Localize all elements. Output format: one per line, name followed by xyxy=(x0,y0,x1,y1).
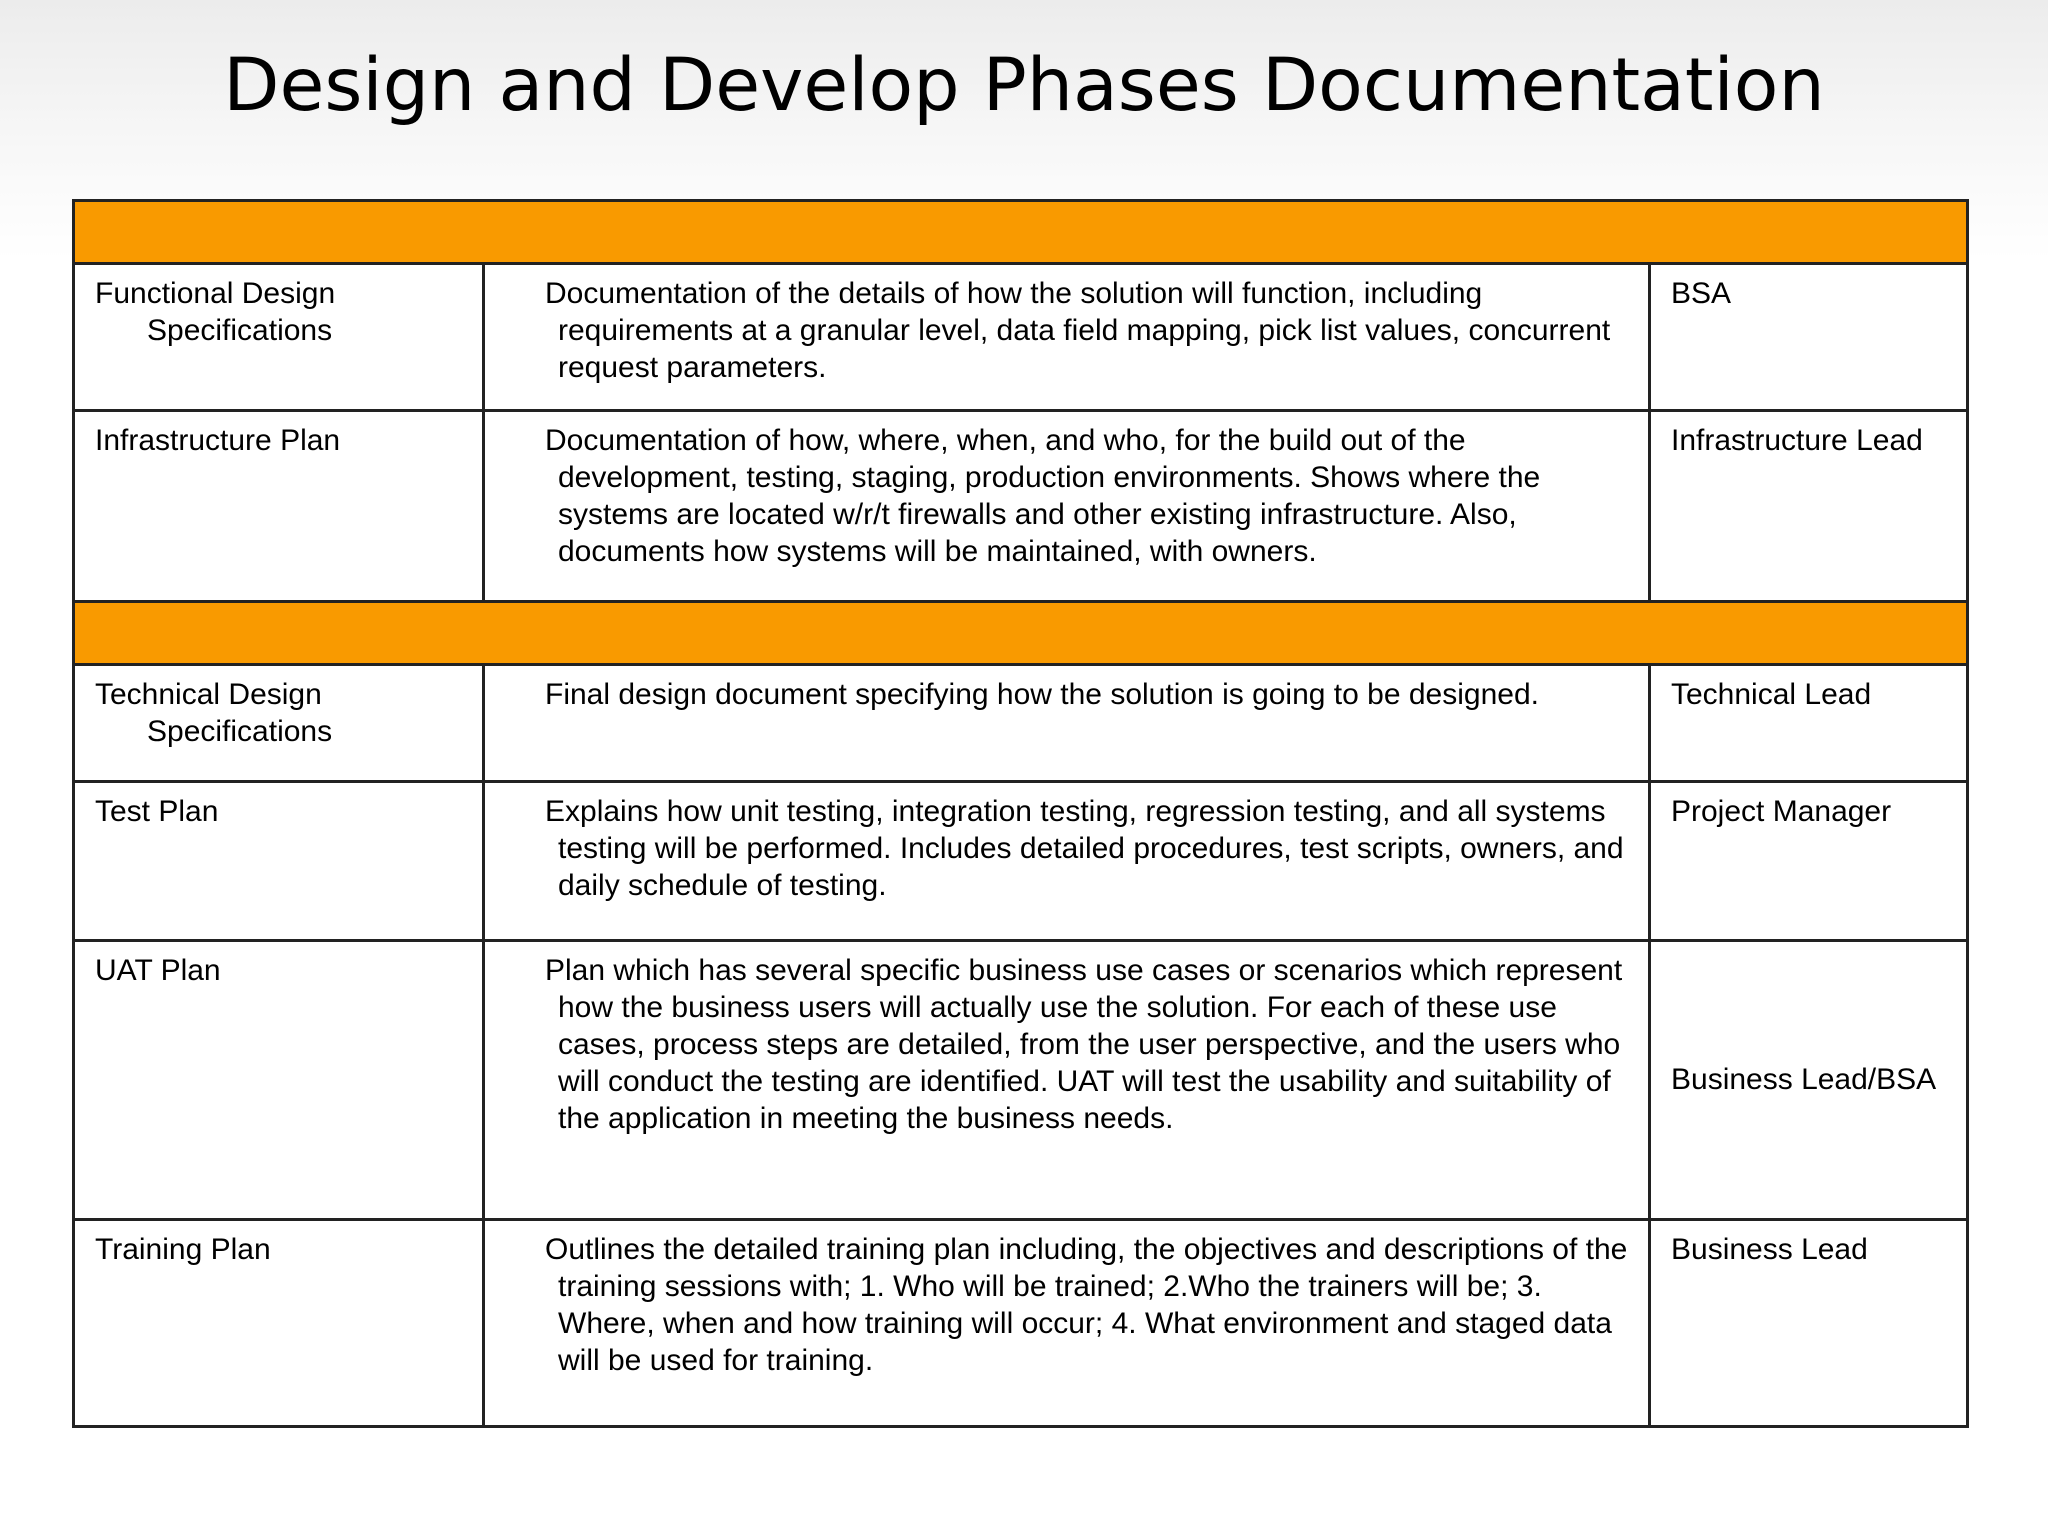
owner-cell xyxy=(1650,941,1968,1220)
document-description: Documentation of how, where, when, and who, for the build out of the development, testing, staging, production environments. Shows where the systems are located w/r/t firewalls and other existing infrastructure. Also, documents how systems will be maintained, with owners. xyxy=(545,424,1541,568)
band-cell xyxy=(74,602,1968,665)
table-row xyxy=(74,1220,1968,1427)
document-name-cell xyxy=(74,264,484,411)
page-title: Design and Develop Phases Documentation xyxy=(223,43,1825,128)
owner-cell xyxy=(1650,411,1968,602)
band-cell xyxy=(74,201,1968,264)
phase-header-band-design xyxy=(74,201,1968,264)
document-description: Plan which has several specific business use cases or scenarios which represent how the business users will actually use the solution. For each of these use cases, process steps are detailed, from the user perspective, and the users who will conduct the testing are identified. UAT will test the usability and suitability of the application in meeting the business needs. xyxy=(545,954,1623,1135)
document-name-cell xyxy=(74,411,484,602)
phase-header-band-develop xyxy=(74,602,1968,665)
description-cell xyxy=(484,264,1650,411)
description-cell xyxy=(484,411,1650,602)
document-owner: Project Manager xyxy=(1671,795,1892,828)
document-owner: Technical Lead xyxy=(1671,678,1872,711)
document-owner: Business Lead/BSA xyxy=(1671,1062,1937,1096)
document-name: Training Plan xyxy=(95,1233,271,1266)
description-cell xyxy=(484,782,1650,941)
description-cell xyxy=(484,1220,1650,1427)
document-name: Infrastructure Plan xyxy=(95,424,341,457)
document-description: Final design document specifying how the solution is going to be designed. xyxy=(545,678,1539,711)
document-name-cell xyxy=(74,665,484,782)
table-row xyxy=(74,665,1968,782)
owner-cell xyxy=(1650,665,1968,782)
document-name-cell xyxy=(74,782,484,941)
document-description: Explains how unit testing, integration testing, regression testing, and all systems testing will be performed. Includes detailed procedures, test scripts, owners, and daily schedule of testing. xyxy=(545,795,1624,902)
document-name: Test Plan xyxy=(95,795,219,828)
table-row xyxy=(74,941,1968,1220)
description-cell xyxy=(484,941,1650,1220)
document-owner: Infrastructure Lead xyxy=(1671,424,1923,457)
owner-cell xyxy=(1650,264,1968,411)
document-name-cell xyxy=(74,941,484,1220)
document-owner: Business Lead xyxy=(1671,1233,1868,1266)
document-name: UAT Plan xyxy=(95,954,221,987)
document-name: Functional Design Specifications xyxy=(95,277,336,347)
owner-cell xyxy=(1650,1220,1968,1427)
document-description: Outlines the detailed training plan including, the objectives and descriptions of the training sessions with; 1. Who will be trained; 2.Who the trainers will be; 3. Where, when and how training will occur; 4. What environment and staged data will be used for training. xyxy=(545,1233,1628,1377)
table-row xyxy=(74,782,1968,941)
description-cell xyxy=(484,665,1650,782)
document-name-cell xyxy=(74,1220,484,1427)
table-row xyxy=(74,411,1968,602)
owner-cell xyxy=(1650,782,1968,941)
document-name: Technical Design Specifications xyxy=(95,678,333,748)
documentation-table xyxy=(72,199,1969,1428)
document-owner: BSA xyxy=(1671,277,1732,310)
document-description: Documentation of the details of how the solution will function, including requirements at a granular level, data field mapping, pick list values, concurrent request parameters. xyxy=(545,277,1611,384)
table-row xyxy=(74,264,1968,411)
